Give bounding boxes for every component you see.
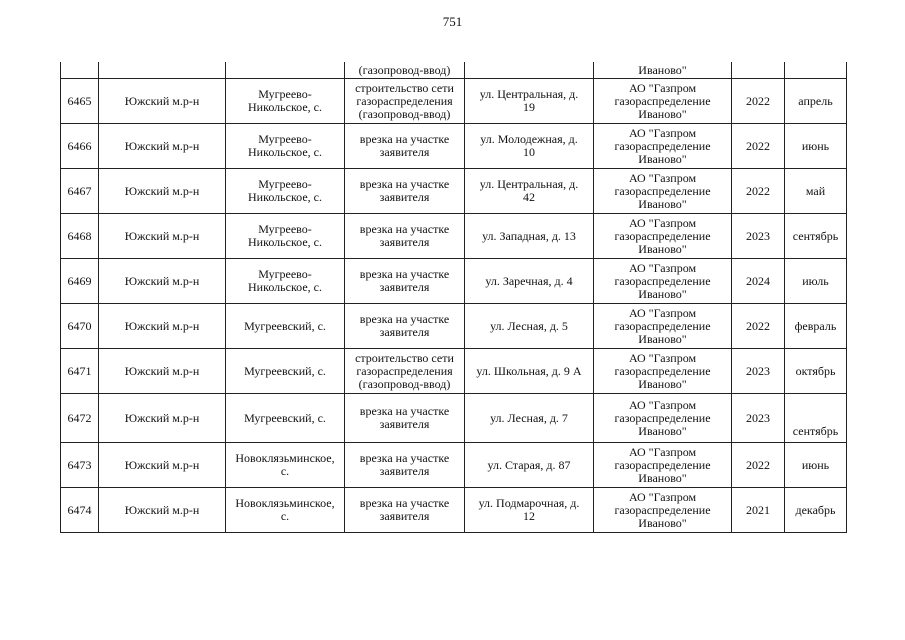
cell-district: Южский м.р-н <box>99 349 226 394</box>
cell-district: Южский м.р-н <box>99 79 226 124</box>
cell-district: Южский м.р-н <box>99 304 226 349</box>
cell-settlement: Мугреевский, с. <box>226 394 345 443</box>
table-row <box>61 79 847 124</box>
cell-address: ул. Заречная, д. 4 <box>465 259 594 304</box>
table-row <box>61 259 847 304</box>
cell-number: 6468 <box>61 214 99 259</box>
cell-address: ул. Лесная, д. 5 <box>465 304 594 349</box>
cell-organization: АО "Газпром газораспределение Иваново" <box>594 169 732 214</box>
cell-year: 2022 <box>732 304 785 349</box>
cell-month: июнь <box>785 443 847 488</box>
cell-organization: АО "Газпром газораспределение Иваново" <box>594 488 732 533</box>
cell-year: 2021 <box>732 488 785 533</box>
table-body <box>61 62 847 533</box>
page-number: 751 <box>442 14 463 29</box>
cell-address: ул. Лесная, д. 7 <box>465 394 594 443</box>
table-row <box>61 349 847 394</box>
cell-number: 6472 <box>61 394 99 443</box>
cell-settlement: Мугреево- Никольское, с. <box>226 79 345 124</box>
cell-organization: АО "Газпром газораспределение Иваново" <box>594 259 732 304</box>
cell-organization: АО "Газпром газораспределение Иваново" <box>594 79 732 124</box>
cell-address: ул. Западная, д. 13 <box>465 214 594 259</box>
cell-district <box>99 62 226 79</box>
cell-district: Южский м.р-н <box>99 443 226 488</box>
cell-settlement <box>226 62 345 79</box>
cell-address: ул. Подмарочная, д. 12 <box>465 488 594 533</box>
cell-organization: АО "Газпром газораспределение Иваново" <box>594 443 732 488</box>
cell-year: 2023 <box>732 394 785 443</box>
cell-month: июнь <box>785 124 847 169</box>
cell-month: сентябрь <box>785 214 847 259</box>
cell-district: Южский м.р-н <box>99 259 226 304</box>
cell-year: 2022 <box>732 79 785 124</box>
cell-month: октябрь <box>785 349 847 394</box>
cell-year: 2022 <box>732 169 785 214</box>
cell-organization: Иваново" <box>594 62 732 79</box>
cell-year <box>732 62 785 79</box>
cell-number <box>61 62 99 79</box>
cell-organization: АО "Газпром газораспределение Иваново" <box>594 304 732 349</box>
cell-month: июль <box>785 259 847 304</box>
cell-district: Южский м.р-н <box>99 214 226 259</box>
cell-number: 6473 <box>61 443 99 488</box>
gasification-table <box>60 62 847 533</box>
cell-year: 2024 <box>732 259 785 304</box>
cell-work-type: врезка на участке заявителя <box>345 304 465 349</box>
cell-year: 2023 <box>732 349 785 394</box>
cell-organization: АО "Газпром газораспределение Иваново" <box>594 349 732 394</box>
cell-address: ул. Школьная, д. 9 А <box>465 349 594 394</box>
cell-settlement: Мугреево- Никольское, с. <box>226 169 345 214</box>
cell-settlement: Мугреево- Никольское, с. <box>226 214 345 259</box>
cell-settlement: Мугреево- Никольское, с. <box>226 259 345 304</box>
cell-work-type: строительство сети газораспределения (газопровод-ввод) <box>345 349 465 394</box>
table-row <box>61 214 847 259</box>
cell-organization: АО "Газпром газораспределение Иваново" <box>594 394 732 443</box>
table-row <box>61 169 847 214</box>
cell-district: Южский м.р-н <box>99 124 226 169</box>
table-row <box>61 124 847 169</box>
cell-work-type: врезка на участке заявителя <box>345 443 465 488</box>
cell-year: 2023 <box>732 214 785 259</box>
cell-number: 6474 <box>61 488 99 533</box>
cell-settlement: Новоклязьминское, с. <box>226 488 345 533</box>
cell-settlement: Мугреево- Никольское, с. <box>226 124 345 169</box>
cell-work-type: врезка на участке заявителя <box>345 488 465 533</box>
table-row <box>61 304 847 349</box>
cell-month <box>785 62 847 79</box>
cell-number: 6469 <box>61 259 99 304</box>
cell-number: 6466 <box>61 124 99 169</box>
cell-work-type: врезка на участке заявителя <box>345 124 465 169</box>
cell-work-type: врезка на участке заявителя <box>345 169 465 214</box>
table-row <box>61 488 847 533</box>
table-row <box>61 394 847 443</box>
cell-address: ул. Старая, д. 87 <box>465 443 594 488</box>
cell-month: февраль <box>785 304 847 349</box>
cell-month: декабрь <box>785 488 847 533</box>
cell-organization: АО "Газпром газораспределение Иваново" <box>594 214 732 259</box>
cell-work-type: строительство сети газораспределения (газопровод-ввод) <box>345 79 465 124</box>
cell-address: ул. Молодежная, д. 10 <box>465 124 594 169</box>
cell-work-type: врезка на участке заявителя <box>345 259 465 304</box>
cell-organization: АО "Газпром газораспределение Иваново" <box>594 124 732 169</box>
cell-month: апрель <box>785 79 847 124</box>
cell-address: ул. Центральная, д. 19 <box>465 79 594 124</box>
cell-year: 2022 <box>732 443 785 488</box>
cell-number: 6465 <box>61 79 99 124</box>
table-row <box>61 443 847 488</box>
continuation-row <box>61 62 847 79</box>
cell-district: Южский м.р-н <box>99 394 226 443</box>
cell-year: 2022 <box>732 124 785 169</box>
cell-district: Южский м.р-н <box>99 169 226 214</box>
cell-address: ул. Центральная, д. 42 <box>465 169 594 214</box>
cell-work-type: врезка на участке заявителя <box>345 394 465 443</box>
cell-number: 6470 <box>61 304 99 349</box>
cell-number: 6467 <box>61 169 99 214</box>
cell-month: май <box>785 169 847 214</box>
cell-settlement: Мугреевский, с. <box>226 304 345 349</box>
cell-settlement: Мугреевский, с. <box>226 349 345 394</box>
cell-settlement: Новоклязьминское, с. <box>226 443 345 488</box>
cell-work-type: (газопровод-ввод) <box>345 62 465 79</box>
cell-district: Южский м.р-н <box>99 488 226 533</box>
cell-number: 6471 <box>61 349 99 394</box>
cell-address <box>465 62 594 79</box>
cell-month: сентябрь <box>785 394 847 443</box>
cell-work-type: врезка на участке заявителя <box>345 214 465 259</box>
